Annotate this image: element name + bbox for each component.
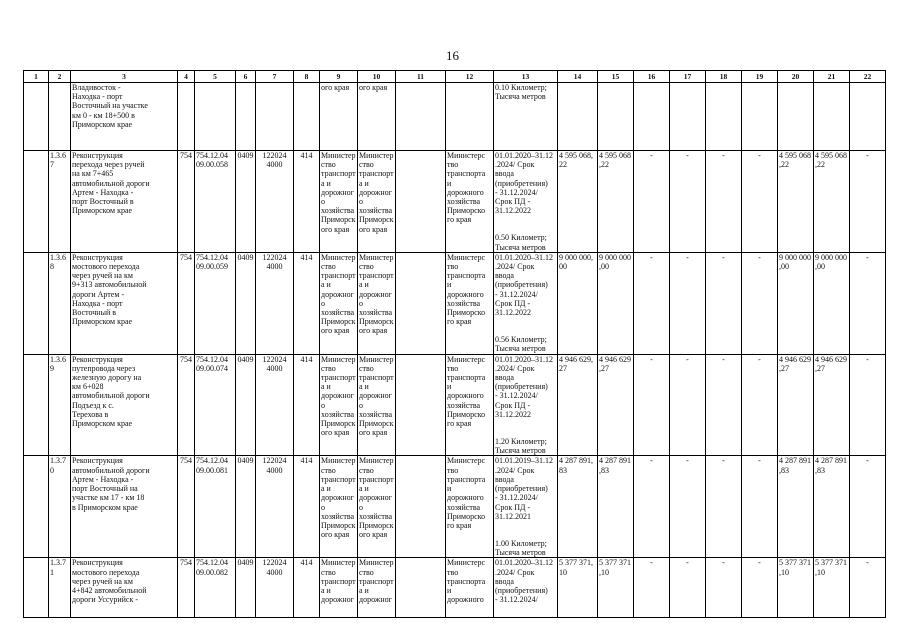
table-row [24,151,886,253]
object-name-cell-text: Реконструкция мостового перехода через ручей на км 9+313 автомобильной дороги Артем - Находка - порт Восточный в Приморском крае [72,252,147,327]
object-name-cell-text: Реконструкция переходa через ручей на км 7+465 автомобильной дороги Артем - Находка - порт Восточный в Приморском крае [72,151,150,216]
cell-c6 [236,151,256,253]
cell [24,558,49,618]
amount-cell-c21-text: 4 595 068 ,22 [815,151,847,170]
cell [178,83,195,151]
row-number-cell-text: 1.3.69 [50,354,66,373]
cell [24,456,49,558]
cell-c7-text: 122024 4000 [262,354,287,373]
amount-cell-c14 [558,151,598,253]
cell-c7 [256,252,294,354]
amount-cell-c20 [778,252,814,354]
cell-c10 [358,354,396,456]
amount-cell-c17-text: - [686,151,689,160]
period-cell [494,558,558,618]
amount-cell-c14 [558,456,598,558]
cell-c7 [256,354,294,456]
cell-c4 [178,354,195,456]
column-header: 8 [294,71,320,83]
amount-cell-c15 [598,558,634,618]
amount-cell-c16 [634,151,670,253]
amount-cell-c15-text: 4 287 891 ,83 [599,456,631,475]
cell-c9 [320,252,358,354]
cell-c12-text: Министерс тво транспорта и дорожного [447,558,486,605]
amount-cell-c22 [850,252,886,354]
amount-cell-c20-text: 9 000 000 ,00 [779,252,811,272]
cell-c5-text: 754.12.04 09.00.081 [196,456,228,475]
cell-c5 [195,252,236,354]
amount-cell-c17-text: - [686,252,689,262]
amount-cell-c15 [598,456,634,558]
capacity-text: 0.56 Километр; Тысяча метров [495,335,547,354]
cell-c6-text: 0409 [237,151,254,160]
object-name-cell [71,354,178,456]
amount-cell-c21-text: 4 287 891 ,83 [815,456,847,475]
cell [24,354,49,456]
cell-c8-text: 414 [300,151,313,160]
cell [634,83,670,151]
amount-cell-c19-text: - [758,456,761,466]
amount-cell-c18-text: - [722,151,725,160]
cell-c4 [178,151,195,253]
cell-c7 [256,151,294,253]
amount-cell-c18 [706,456,742,558]
row-number-cell-text: 1.3.70 [50,456,66,475]
amount-cell-c16 [634,354,670,456]
cell-c8 [294,558,320,618]
row-number-cell-text: 1.3.68 [50,252,66,272]
amount-cell-c22-text: - [866,151,869,160]
cell-c5-text: 754.12.04 09.00.058 [196,151,228,170]
cell-c4 [178,456,195,558]
capacity-text: 1.00 Километр; Тысяча метров [495,538,547,558]
object-name-cell [71,558,178,618]
table-row [24,354,886,456]
cell-c5 [195,456,236,558]
cell-c6-text: 0409 [237,354,254,364]
cell [294,83,320,151]
amount-cell-c14 [558,252,598,354]
object-name-cell [71,252,178,354]
amount-cell-c14-text: 9 000 000, 00 [559,252,593,272]
amount-cell-c22-text: - [866,456,869,466]
amount-cell-c22 [850,354,886,456]
column-header: 12 [446,71,494,83]
cell [24,151,49,253]
continuation-row [24,83,886,151]
amount-cell-c14 [558,354,598,456]
cell-c8-text: 414 [300,354,313,364]
cell [24,83,49,151]
cell [236,83,256,151]
cell-c10 [358,558,396,618]
cell-c4-text: 754 [180,252,192,262]
amount-cell-c20 [778,151,814,253]
spacer [495,521,556,539]
amount-cell-c17 [670,354,706,456]
amount-cell-c16-text: - [650,456,653,466]
column-header: 11 [396,71,446,83]
spacer [495,317,556,335]
cell-c4-text: 754 [180,558,192,568]
spacer [495,215,556,233]
cell-c10-text: Министер ство транспорт а и дорожног о хозяйства Приморск ого края [359,456,394,540]
amount-cell-c18 [706,151,742,253]
cell [195,83,236,151]
period-text: 01.01.2020–31.12 .2024/ Срок ввода (приобретения) - 31.12.2024/ Срок ПД - 31.12.2022 [495,354,553,419]
column-header: 15 [598,71,634,83]
row-number-cell-text: 1.3.67 [50,151,66,170]
period-cell [494,354,558,456]
cell-c10-text: Министер ство транспорт а и дорожног о хозяйства Приморск ого края [359,252,394,336]
column-header: 21 [814,71,850,83]
cell-c5 [195,151,236,253]
amount-cell-c16-text: - [650,354,653,364]
cell [446,83,494,151]
capacity-text: 1.20 Километр; Тысяча метров [495,437,547,456]
row-number-cell [49,354,71,456]
cell-c7-text: 122024 4000 [262,558,287,577]
column-header: 2 [49,71,71,83]
amount-cell-c20 [778,354,814,456]
cell-c9-text: Министер ство транспорт а и дорожног о хозяйства Приморск ого края [321,456,356,540]
column-header: 5 [195,71,236,83]
column-header: 22 [850,71,886,83]
cell [558,83,598,151]
column-header: 7 [256,71,294,83]
amount-cell-c14-text: 4 946 629, 27 [559,354,593,373]
cell-c10-text: Министер ство транспорт а и дорожног о хозяйства Приморск ого края [359,151,394,234]
cell-c6 [236,252,256,354]
amount-cell-c19-text: - [758,354,761,364]
amount-cell-c18-text: - [722,354,725,364]
cell [850,83,886,151]
amount-cell-c17 [670,558,706,618]
amount-cell-c19 [742,151,778,253]
period-cell [494,151,558,253]
amount-cell-c17-text: - [686,456,689,466]
row-number-cell [49,252,71,354]
column-header: 9 [320,71,358,83]
cell-c4 [178,558,195,618]
cell-c8-text: 414 [300,252,313,262]
amount-cell-c18-text: - [722,252,725,262]
amount-cell-c22 [850,456,886,558]
amount-cell-c20-text: 4 595 068 ,22 [779,151,811,170]
cell-c5 [195,558,236,618]
cell-c12 [446,456,494,558]
cell-c4 [178,252,195,354]
row-number-cell [49,558,71,618]
cell-c4-text: 754 [180,151,192,160]
cell-c5-text: 754.12.04 09.00.074 [196,354,228,373]
cell-c11 [396,456,446,558]
cell-c6-text: 0409 [237,558,254,568]
amount-cell-c22-text: - [866,252,869,262]
cell-c5-text: 754.12.04 09.00.082 [196,558,228,577]
cell [49,83,71,151]
amount-cell-c19 [742,558,778,618]
cell-c12-text: Министерс тво транспорта и дорожного хозяйства Приморско го края [447,151,486,225]
amount-cell-c21 [814,354,850,456]
cell [670,83,706,151]
cell: ого края [320,83,358,151]
amount-cell-c16-text: - [650,151,653,160]
cell-c10 [358,456,396,558]
column-header: 19 [742,71,778,83]
cell-c12-text: Министерс тво транспорта и дорожного хозяйства Приморско го края [447,252,486,327]
column-header: 10 [358,71,396,83]
table-row [24,558,886,618]
amount-cell-c15-text: 5 377 371 ,10 [599,558,631,577]
cell [778,83,814,151]
cell-c9 [320,456,358,558]
page-number: 16 [446,48,459,63]
amount-cell-c21 [814,151,850,253]
cell-c10-text: Министер ство транспорт а и дорожног [359,558,394,605]
row-number-cell [49,151,71,253]
period-text: 01.01.2019–31.12 .2024/ Срок ввода (приобретения) - 31.12.2024/ Срок ПД - 31.12.2021 [495,456,553,521]
amount-cell-c17-text: - [686,558,689,568]
cell-c7-text: 122024 4000 [262,456,287,475]
cell [256,83,294,151]
object-name-cell-text: Реконструкция мостового перехода через ручей на км 4+842 автомобильной дороги Уссурийск - [72,558,147,605]
amount-cell-c15-text: 4 595 068 ,22 [599,151,631,170]
amount-cell-c21-text: 9 000 000 ,00 [815,252,847,272]
column-header: 1 [24,71,49,83]
amount-cell-c19 [742,354,778,456]
amount-cell-c15-text: 4 946 629 ,27 [599,354,631,373]
spacer [495,419,556,437]
amount-cell-c18 [706,354,742,456]
cell-c6 [236,558,256,618]
object-name-cell: Владивосток - Находка - порт Восточный на участке км 0 - км 18+500 в Приморском крае [71,83,178,151]
cell-c9-text: Министер ство транспорт а и дорожног о хозяйства Приморск ого края [321,151,356,234]
cell-c9-text: Министер ство транспорт а и дорожног о хозяйства Приморск ого края [321,354,356,438]
cell-c9 [320,354,358,456]
cell-c7 [256,558,294,618]
column-header: 3 [71,71,178,83]
column-header: 4 [178,71,195,83]
amount-cell-c17 [670,151,706,253]
table-body [24,71,886,618]
amount-cell-c15 [598,151,634,253]
period-text: 01.01.2020–31.12 .2024/ Срок ввода (приобретения) - 31.12.2024/ Срок ПД - 31.12.2022 [495,151,553,216]
amount-cell-c15 [598,252,634,354]
cell-c6 [236,456,256,558]
object-name-cell-text: Реконструкция автомобильной дороги Артем - Находка - порт Восточный на участке км 17 - км 18 в Приморском крае [72,456,150,512]
cell-c10-text: Министер ство транспорт а и дорожног о хозяйства Приморск ого края [359,354,394,438]
cell-c6-text: 0409 [237,252,254,262]
amount-cell-c19-text: - [758,151,761,160]
cell-c7-text: 122024 4000 [262,252,287,272]
amount-cell-c22 [850,558,886,618]
cell: 0.10 Километр; Тысяча метров [494,83,558,151]
amount-cell-c21-text: 5 377 371 ,10 [815,558,847,577]
amount-cell-c14 [558,558,598,618]
table-row [24,252,886,354]
cell-c11 [396,151,446,253]
cell-c11 [396,558,446,618]
cell-c8 [294,456,320,558]
amount-cell-c17 [670,252,706,354]
amount-cell-c21 [814,558,850,618]
cell [706,83,742,151]
cell-c9 [320,151,358,253]
amount-cell-c16 [634,252,670,354]
capacity-text: 0.50 Километр; Тысяча метров [495,233,547,252]
column-header: 18 [706,71,742,83]
cell-c8-text: 414 [300,456,313,466]
amount-cell-c14-text: 4 287 891, 83 [559,456,593,475]
column-header: 16 [634,71,670,83]
row-number-cell [49,456,71,558]
cell [742,83,778,151]
object-name-cell [71,456,178,558]
cell-c8 [294,354,320,456]
period-cell [494,252,558,354]
amount-cell-c16 [634,558,670,618]
table-row [24,456,886,558]
object-name-cell-text: Реконструкция путепровода через железную дорогу на км 6+028 автомобильной дороги Подъезд к с. Терехова в Приморском крае [72,354,150,429]
amount-cell-c17-text: - [686,354,689,364]
cell-c9-text: Министер ство транспорт а и дорожног [321,558,356,605]
cell-c4-text: 754 [180,456,192,466]
amount-cell-c21 [814,252,850,354]
cell-c4-text: 754 [180,354,192,364]
amount-cell-c19 [742,252,778,354]
register-table [23,70,886,618]
cell-c10 [358,252,396,354]
cell-c9-text: Министер ство транспорт а и дорожног о хозяйства Приморск ого края [321,252,356,336]
cell-c6 [236,354,256,456]
amount-cell-c20 [778,456,814,558]
period-cell [494,456,558,558]
amount-cell-c14-text: 4 595 068, 22 [559,151,593,170]
amount-cell-c22-text: - [866,558,869,568]
cell-c8-text: 414 [300,558,313,568]
object-name-cell [71,151,178,253]
header-row [24,71,886,83]
amount-cell-c18 [706,558,742,618]
column-header: 6 [236,71,256,83]
cell-c12 [446,252,494,354]
amount-cell-c19-text: - [758,558,761,568]
amount-cell-c14-text: 5 377 371, 10 [559,558,593,577]
amount-cell-c18-text: - [722,456,725,466]
cell-c12 [446,558,494,618]
cell-c12-text: Министерс тво транспорта и дорожного хозяйства Приморско го края [447,354,486,429]
cell-c12-text: Министерс тво транспорта и дорожного хозяйства Приморско го края [447,456,486,530]
cell [814,83,850,151]
amount-cell-c21-text: 4 946 629 ,27 [815,354,847,373]
period-text: 01.01.2020–31.12 .2024/ Срок ввода (приобретения) - 31.12.2024/ Срок ПД - 31.12.2022 [495,252,553,318]
cell-c8 [294,151,320,253]
cell-c7-text: 122024 4000 [262,151,287,170]
column-header: 20 [778,71,814,83]
cell-c12 [446,354,494,456]
cell-c11 [396,354,446,456]
amount-cell-c18-text: - [722,558,725,568]
row-number-cell-text: 1.3.71 [50,558,66,577]
amount-cell-c22 [850,151,886,253]
cell-c11 [396,252,446,354]
amount-cell-c20-text: 4 287 891 ,83 [779,456,811,475]
period-text: 01.01.2020–31.12 .2024/ Срок ввода (приобретения) - 31.12.2024/ [495,558,553,605]
cell-c5-text: 754.12.04 09.00.059 [196,252,228,272]
column-header: 14 [558,71,598,83]
column-header: 17 [670,71,706,83]
amount-cell-c15-text: 9 000 000 ,00 [599,252,631,272]
amount-cell-c22-text: - [866,354,869,364]
cell [396,83,446,151]
cell-c9 [320,558,358,618]
cell-c12 [446,151,494,253]
column-header: 13 [494,71,558,83]
amount-cell-c20-text: 4 946 629 ,27 [779,354,811,373]
amount-cell-c20 [778,558,814,618]
cell [598,83,634,151]
amount-cell-c19-text: - [758,252,761,262]
amount-cell-c16-text: - [650,558,653,568]
amount-cell-c15 [598,354,634,456]
amount-cell-c20-text: 5 377 371 ,10 [779,558,811,577]
cell: ого края [358,83,396,151]
cell-c7 [256,456,294,558]
amount-cell-c17 [670,456,706,558]
cell-c10 [358,151,396,253]
amount-cell-c16 [634,456,670,558]
amount-cell-c19 [742,456,778,558]
amount-cell-c18 [706,252,742,354]
cell-c6-text: 0409 [237,456,254,466]
cell-c8 [294,252,320,354]
amount-cell-c21 [814,456,850,558]
cell-c5 [195,354,236,456]
amount-cell-c16-text: - [650,252,653,262]
cell [24,252,49,354]
